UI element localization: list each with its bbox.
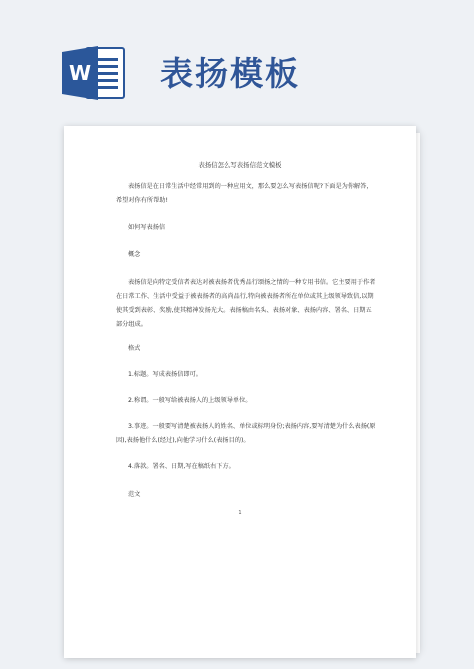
word-logo-letter: W xyxy=(68,61,92,85)
section-heading-sample: 范文 xyxy=(128,491,141,498)
word-icon xyxy=(62,44,126,102)
header-banner xyxy=(0,0,474,130)
format-item-title: 1.标题。写成表扬信即可。 xyxy=(128,371,202,378)
format-item-salutation: 2.称谓。一般写给被表扬人的上级领导单位。 xyxy=(128,397,252,404)
document-page xyxy=(64,126,416,658)
document-title: 表扬信怎么写表扬信范文模板 xyxy=(198,161,282,169)
format-item-signature: 4.落款。署名、日期,写在稿纸右下方。 xyxy=(128,463,235,470)
intro-paragraph: 表扬信是在日常生活中经常用到的一种应用文，那么要怎么写表扬信呢?下面是为你解答，希望对你有所帮助! xyxy=(116,183,373,204)
section-heading-how-to: 如何写表扬信 xyxy=(128,224,166,231)
format-item-deeds: 3.事迹。一般要写清楚被表扬人的姓名、单位或标明身份;表扬内容,要写清楚为什么表扬(原因),表扬他什么(经过),向他学习什么(表扬目的)。 xyxy=(116,423,376,444)
section-heading-concept: 概念 xyxy=(128,251,141,258)
concept-paragraph: 表扬信是向特定受信者表达对被表扬者优秀品行颂扬之情的一种专用书信。它主要用于作者在日常工作、生活中受益于被表扬者的高尚品行,特向被表扬者所在单位或其上级领导致信,以期使其受到表彰、奖励,使其精神发扬光大。表扬稿由名头、表扬对象、表扬内容、署名、日期五部分组成。 xyxy=(116,279,376,328)
section-heading-format: 格式 xyxy=(128,345,141,352)
page-number: 1 xyxy=(238,510,242,516)
page-title: 表扬模板 xyxy=(160,54,300,93)
